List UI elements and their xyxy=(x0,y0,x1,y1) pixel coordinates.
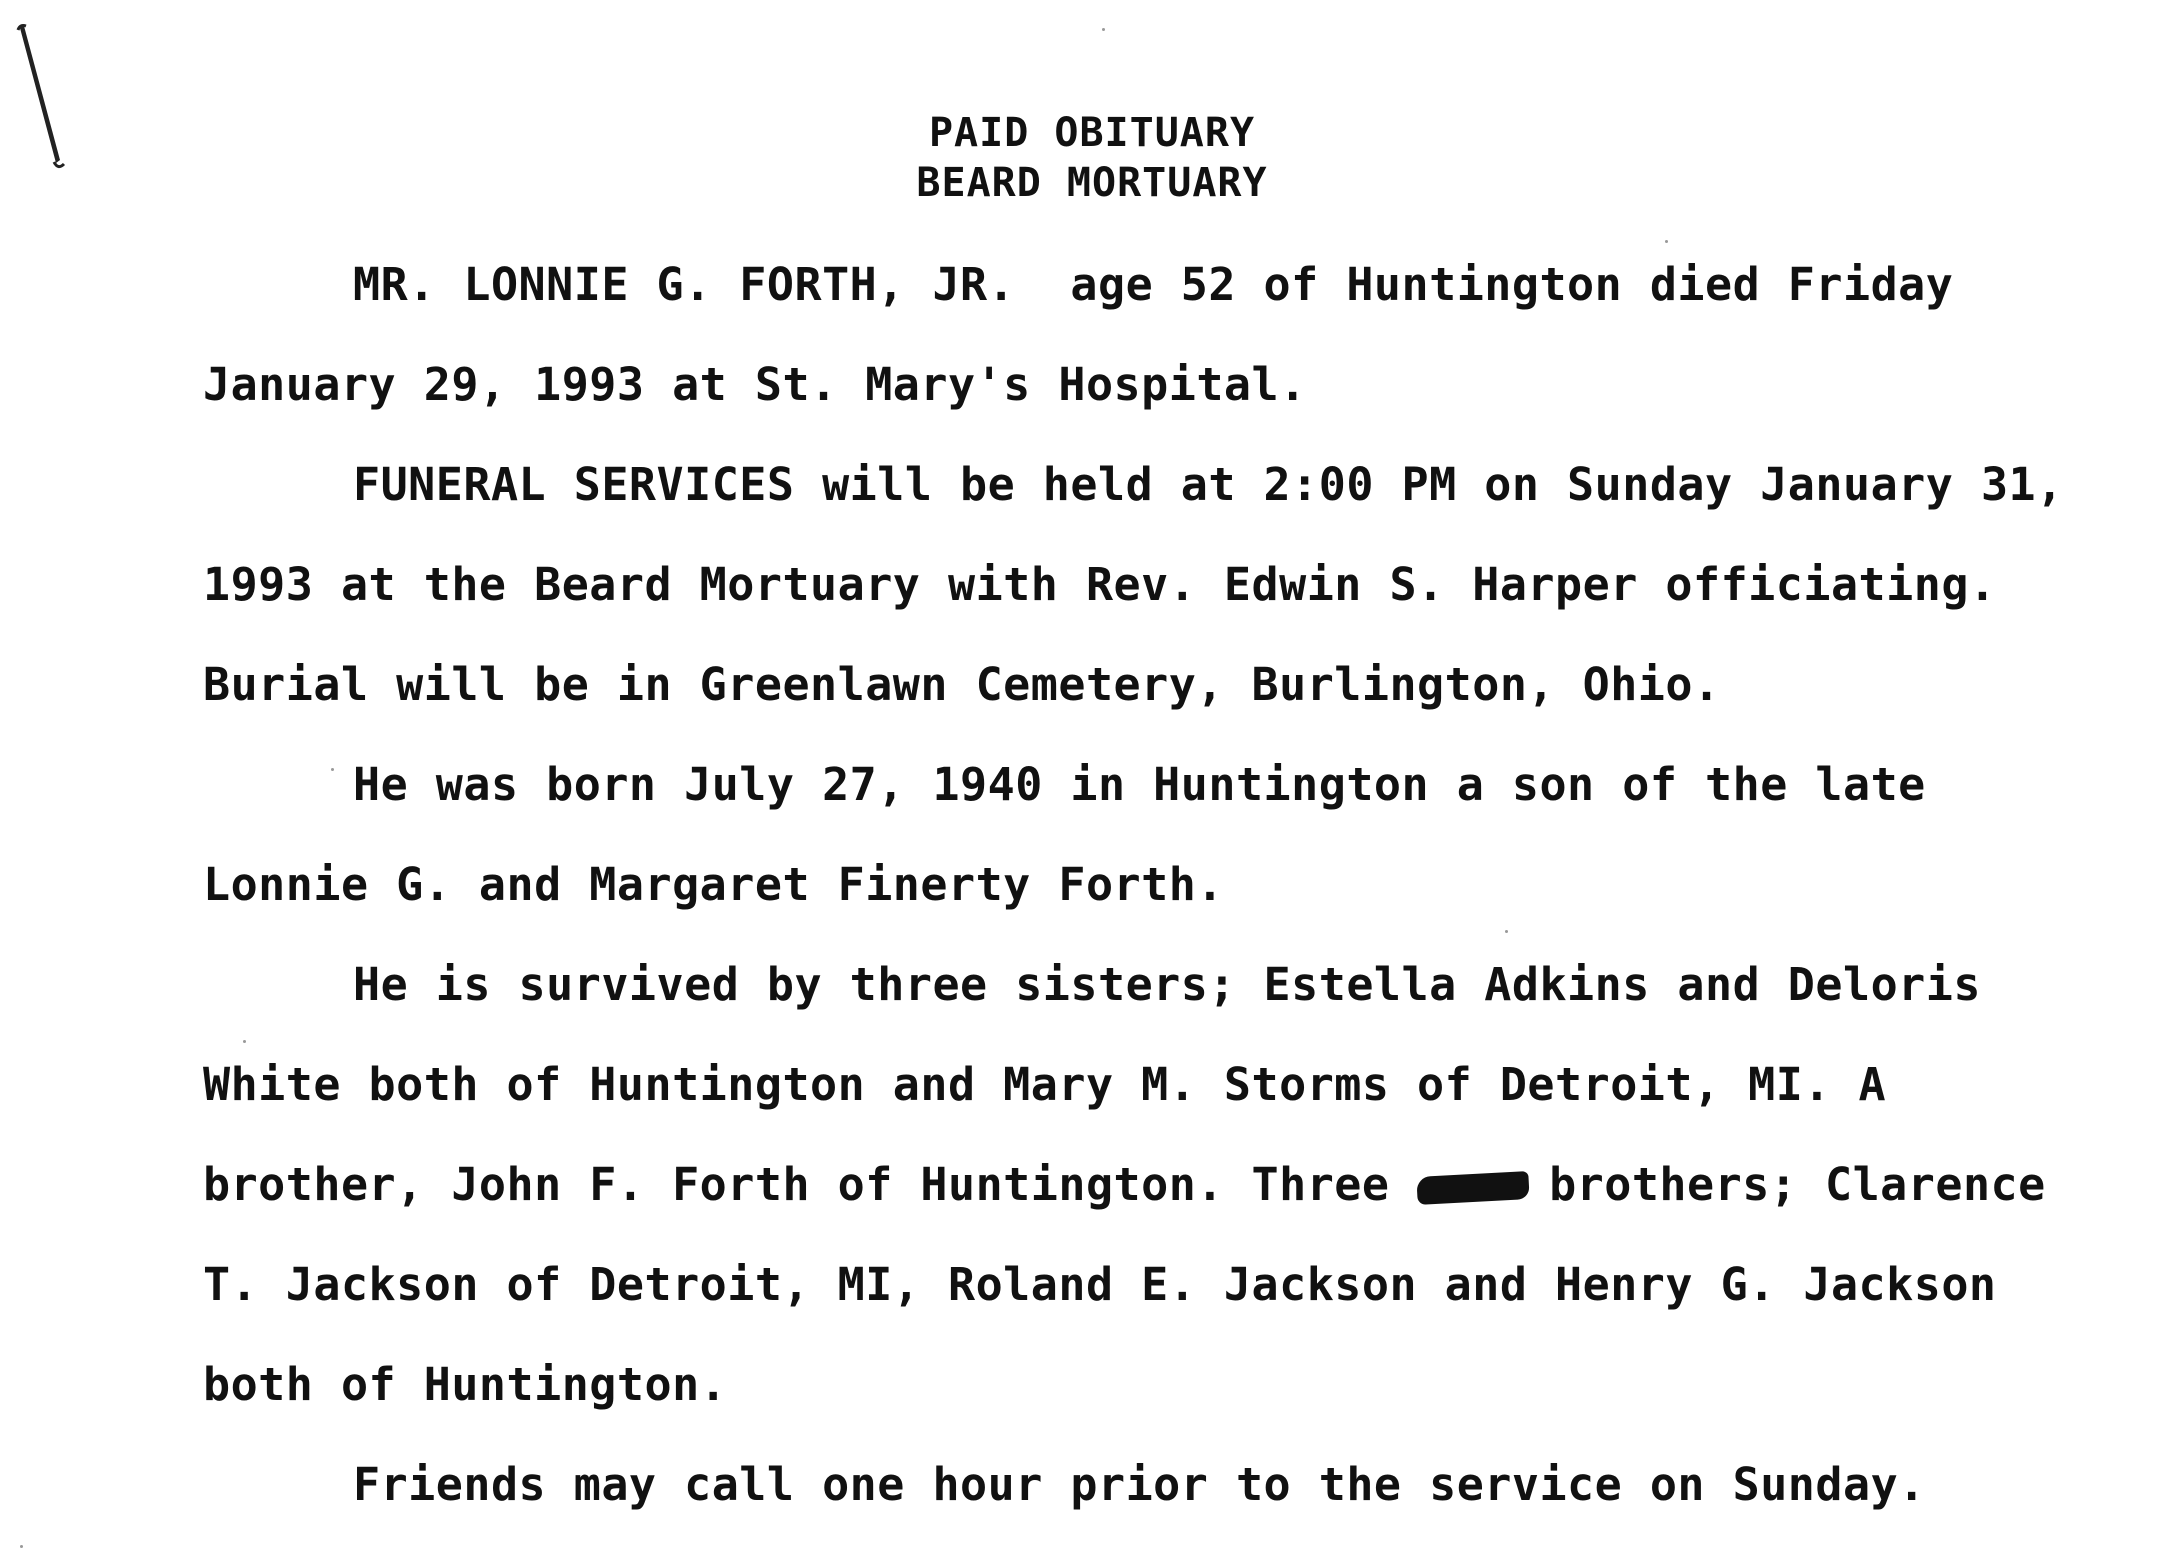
obituary-title: PAID OBITUARY xyxy=(928,110,1256,156)
text-line: 1993 at the Beard Mortuary with Rev. Edwin S. Harper officiating. xyxy=(203,558,1997,611)
text-line-with-redaction xyxy=(203,1158,2046,1211)
text-segment: brothers; Clarence xyxy=(1549,1158,2046,1211)
scan-speck xyxy=(1102,28,1105,31)
scan-speck xyxy=(331,768,334,771)
redaction-mark xyxy=(1416,1171,1529,1205)
text-line: He is survived by three sisters; Estella Adkins and Deloris xyxy=(353,958,1981,1011)
text-line: January 29, 1993 at St. Mary's Hospital. xyxy=(203,358,1307,411)
text-line: MR. LONNIE G. FORTH, JR. age 52 of Huntington died Friday xyxy=(353,258,1954,311)
text-line: Lonnie G. and Margaret Finerty Forth. xyxy=(203,858,1224,911)
text-segment: brother, John F. Forth of Huntington. Three xyxy=(203,1158,1390,1211)
text-line: Burial will be in Greenlawn Cemetery, Burlington, Ohio. xyxy=(203,658,1721,711)
text-line: Friends may call one hour prior to the service on Sunday. xyxy=(353,1458,1926,1511)
text-line: White both of Huntington and Mary M. Storms of Detroit, MI. A xyxy=(203,1058,1887,1111)
text-line: both of Huntington. xyxy=(203,1358,728,1411)
scan-speck xyxy=(20,1545,23,1548)
text-line: He was born July 27, 1940 in Huntington a son of the late xyxy=(353,758,1926,811)
scan-speck xyxy=(243,1040,246,1043)
text-line: FUNERAL SERVICES will be held at 2:00 PM on Sunday January 31, xyxy=(353,458,2064,511)
scan-speck xyxy=(1665,240,1668,243)
text-line: T. Jackson of Detroit, MI, Roland E. Jackson and Henry G. Jackson xyxy=(203,1258,1997,1311)
scan-speck xyxy=(1505,930,1508,933)
mortuary-name: BEARD MORTUARY xyxy=(916,160,1268,206)
